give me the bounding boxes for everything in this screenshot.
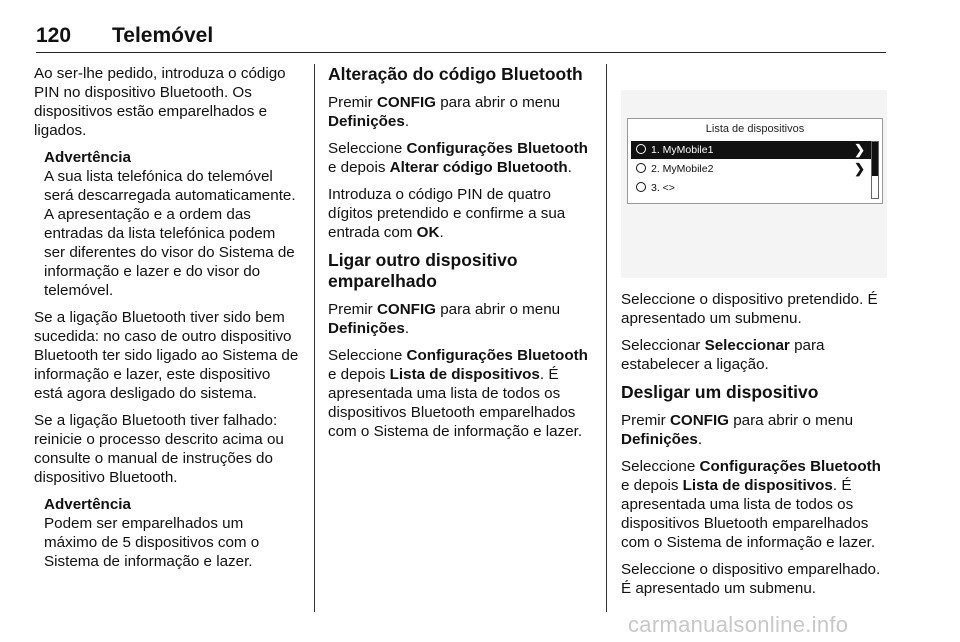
paragraph: Introduza o código PIN de quatro dígitos pretendido e confirme a sua entrada com OK. <box>328 186 566 241</box>
column-divider <box>314 64 315 612</box>
page-header <box>36 22 886 53</box>
device-list-screenshot <box>621 90 887 278</box>
device-list-item[interactable]: 2. MyMobile2 ❯ <box>631 160 871 178</box>
column-divider <box>606 64 607 612</box>
chapter-title: Telemóvel <box>112 24 214 47</box>
note-text: Podem ser emparelhados um máximo de 5 dispositivos com o Sistema de informação e lazer. <box>44 515 260 570</box>
chevron-right-icon: ❯ <box>854 142 865 157</box>
paragraph: Seleccione Configurações Bluetooth e depois Alterar código Bluetooth. <box>328 140 588 176</box>
scrollbar[interactable] <box>871 141 879 199</box>
radio-icon <box>636 163 646 173</box>
paragraph: Seleccione o dispositivo pretendido. É apresentado um submenu. <box>621 291 878 327</box>
paragraph: Se a ligação Bluetooth tiver sido bem sucedida: no caso de outro dispositivo Bluetooth ter sido ligado ao Sistema de informação e lazer, este dispositivo está agora desligado do sistema. <box>34 309 299 402</box>
radio-icon <box>636 144 646 154</box>
paragraph: Ao ser-lhe pedido, introduza o código PIN no dispositivo Bluetooth. Os dispositivos estão emparelhados e ligados. <box>34 65 286 139</box>
note-text: A sua lista telefónica do telemóvel será descarregada automaticamente. A apresentação e a ordem das entradas da lista telefónica podem ser diferentes do visor do Sistema de informação e lazer e do visor do telemóvel. <box>44 168 296 299</box>
device-list-panel <box>627 118 883 204</box>
note-box <box>34 148 300 300</box>
section-heading: Alteração do código Bluetooth <box>328 64 583 84</box>
scrollbar-thumb[interactable] <box>872 142 878 176</box>
paragraph: Premir CONFIG para abrir o menu Definições. <box>328 94 561 130</box>
device-list-item[interactable]: 3. <> <box>631 179 871 197</box>
note-title: Advertência <box>44 149 131 166</box>
paragraph: Seleccione o dispositivo emparelhado. É apresentado um submenu. <box>621 561 881 597</box>
paragraph: Premir CONFIG para abrir o menu Definições. <box>328 301 561 337</box>
page-number: 120 <box>36 24 72 47</box>
column-right <box>621 290 887 606</box>
radio-icon <box>636 182 646 192</box>
section-heading: Desligar um dispositivo <box>621 382 819 402</box>
chevron-right-icon: ❯ <box>854 161 865 176</box>
paragraph: Seleccione Configurações Bluetooth e depois Lista de dispositivos. É apresentada uma lista de todos os dispositivos Bluetooth emparelhados com o Sistema de informação e lazer. <box>328 347 588 440</box>
note-box <box>34 495 300 571</box>
section-heading: Ligar outro dispositivo emparelhado <box>328 250 518 291</box>
paragraph: Premir CONFIG para abrir o menu Definições. <box>621 412 854 448</box>
paragraph: Seleccione Configurações Bluetooth e depois Lista de dispositivos. É apresentada uma lista de todos os dispositivos Bluetooth emparelhados com o Sistema de informação e lazer. <box>621 458 881 551</box>
column-middle <box>328 64 590 449</box>
device-list-item[interactable]: 1. MyMobile1 ❯ <box>631 141 871 159</box>
column-left <box>34 64 300 579</box>
paragraph: Seleccionar Seleccionar para estabelecer a ligação. <box>621 337 825 373</box>
watermark: carmanualsonline.info <box>628 612 849 637</box>
note-title: Advertência <box>44 496 131 513</box>
paragraph: Se a ligação Bluetooth tiver falhado: reinicie o processo descrito acima ou consulte o manual de instruções do dispositivo Bluetooth. <box>34 412 284 486</box>
device-list-title: Lista de dispositivos <box>705 123 805 135</box>
